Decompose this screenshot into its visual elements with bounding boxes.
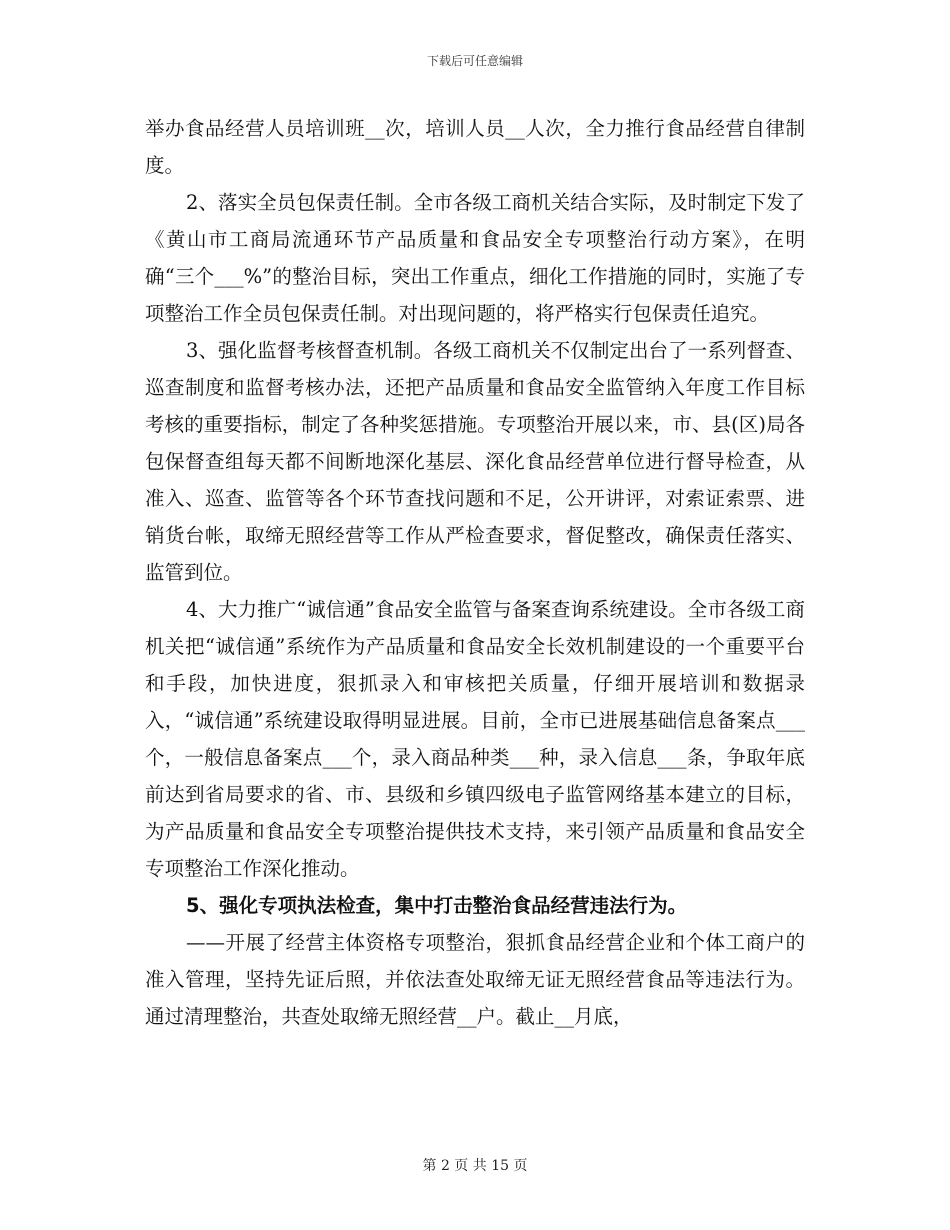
paragraph-3: 3、强化监督考核督查机制。各级工商机关不仅制定出台了一系列督查、巡查制度和监督考核办法，还把产品质量和食品安全监管纳入年度工作目标考核的重要指标，制定了各种奖惩措施。专项整治开展以来，市、县(区)局各包保督查组每天都不间断地深化基层、深化食品经营单位进行督导检查，从准入、巡查、监管等各个环节查找问题和不足，公开讲评，对索证索票、进销货台帐，取缔无照经营等工作从严检查要求，督促整改，确保责任落实、监管到位。 bbox=[145, 339, 805, 584]
paragraph-1: 举办食品经营人员培训班__次，培训人员__人次，全力推行食品经营自律制度。 bbox=[145, 117, 805, 177]
page-number-footer: 第 2 页 共 15 页 bbox=[422, 1158, 528, 1174]
paragraph-4: 4、大力推广“诚信通”食品安全监管与备案查询系统建设。全市各级工商机关把“诚信通”系统作为产品质量和食品安全长效机制建设的一个重要平台和手段，加快进度，狠抓录入和审核把关质量，仔细开展培训和数据录入，“诚信通”系统建设取得明显进展。目前，全市已进展基础信息备案点___个，一般信息备案点___个，录入商品种类___种，录入信息___条，争取年底前达到省局要求的省、市、县级和乡镇四级电子监管网络基本建立的目标，为产品质量和食品安全专项整治提供技术支持，来引领产品质量和食品安全专项整治工作深化推动。 bbox=[145, 598, 805, 880]
document-body bbox=[145, 110, 805, 1035]
header-note: 下载后可任意编辑 bbox=[426, 54, 523, 68]
paragraph-2: 2、落实全员包保责任制。全市各级工商机关结合实际，及时制定下发了《黄山市工商局流通环节产品质量和食品安全专项整治行动方案》，在明确“三个___%”的整治目标，突出工作重点，细化工作措施的同时，实施了专项整治工作全员包保责任制。对出现问题的，将严格实行包保责任追究。 bbox=[145, 191, 805, 325]
paragraph-6: ——开展了经营主体资格专项整治，狠抓食品经营企业和个体工商户的准入管理，坚持先证后照，并依法查处取缔无证无照经营食品等违法行为。通过清理整治，共查处取缔无照经营__户。截止__月底， bbox=[145, 931, 805, 1028]
section-heading-5: 5、强化专项执法检查，集中打击整治食品经营违法行为。 bbox=[186, 894, 688, 917]
